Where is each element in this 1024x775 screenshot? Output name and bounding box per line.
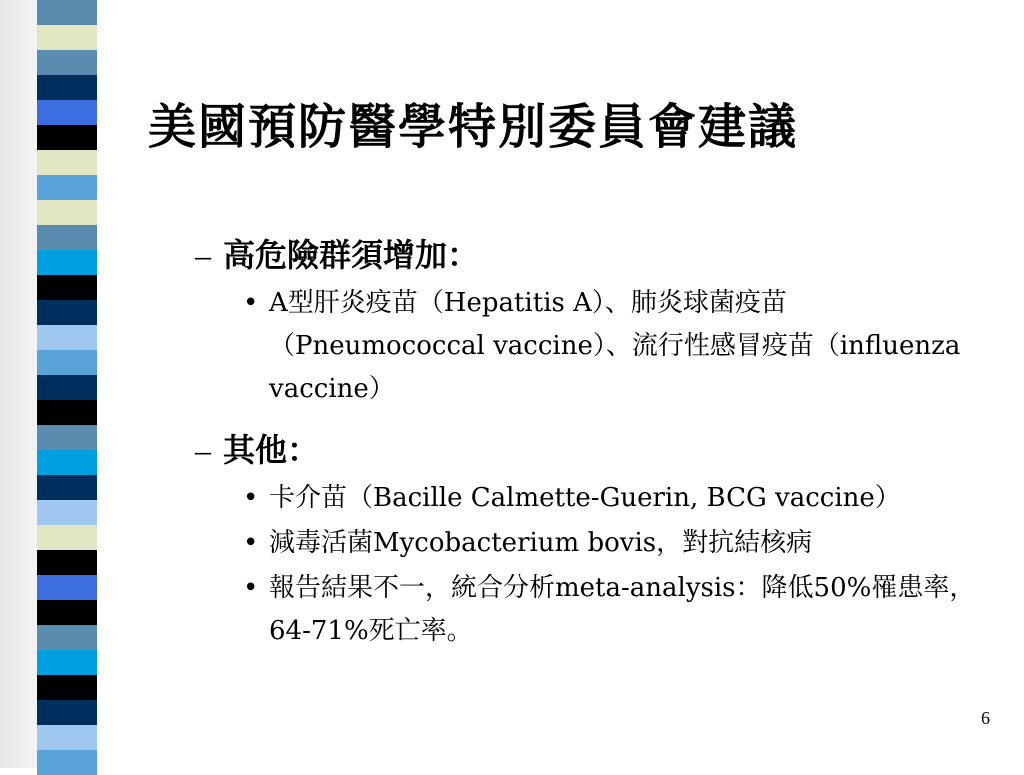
stripe-band (37, 700, 97, 725)
section-high-risk (195, 230, 995, 411)
stripe-band (37, 450, 97, 475)
bullet-icon: • (243, 528, 259, 558)
stripe-band (37, 600, 97, 625)
page-title: 美國預防醫學特別委員會建議 (148, 99, 799, 155)
bullet-icon: • (243, 573, 259, 603)
stripe-band (37, 300, 97, 325)
stripe-band (37, 0, 97, 25)
stripe-band (37, 275, 97, 300)
section-heading (195, 425, 995, 475)
bullet-icon: • (243, 483, 259, 513)
stripe-band (37, 375, 97, 400)
stripe-band (37, 250, 97, 275)
stripe-band (37, 650, 97, 675)
list-item-text: 減毒活菌Mycobacterium bovis，對抗結核病 (269, 528, 813, 558)
stripe-band (37, 500, 97, 525)
slide-content (195, 230, 995, 655)
stripe-band (37, 50, 97, 75)
bullet-list (243, 477, 995, 653)
stripe-band (37, 175, 97, 200)
stripe-band (37, 150, 97, 175)
stripe-band (37, 525, 97, 550)
list-item-text: 報告結果不一，統合分析meta-analysis：降低50%罹患率，64-71%死亡率。 (269, 573, 976, 646)
list-item (243, 522, 995, 565)
section-heading-text: 高危險群須增加： (223, 236, 480, 274)
bullet-icon: • (243, 288, 259, 318)
list-item-text: A型肝炎疫苗（Hepatitis A）、肺炎球菌疫苗（Pneumococcal vaccine）、流行性感冒疫苗（influenza vaccine） (269, 288, 961, 404)
stripe-band (37, 225, 97, 250)
list-item (243, 477, 995, 520)
list-item-text: 卡介苗（Bacille Calmette-Guerin, BCG vaccine） (269, 483, 901, 513)
list-item (243, 282, 995, 411)
stripe-band (37, 350, 97, 375)
stripe-band (37, 200, 97, 225)
page-number: 6 (981, 708, 990, 728)
stripe-band (37, 750, 97, 775)
section-heading (195, 230, 995, 280)
dash-marker: – (195, 237, 211, 273)
stripe-band (37, 75, 97, 100)
stripe-band (37, 725, 97, 750)
stripe-band (37, 425, 97, 450)
stripe-band (37, 675, 97, 700)
stripe-band (37, 25, 97, 50)
list-item (243, 567, 995, 653)
section-heading-text: 其他： (223, 431, 320, 469)
stripe-band (37, 325, 97, 350)
stripe-band (37, 125, 97, 150)
decorative-color-stripe (37, 0, 97, 768)
stripe-band (37, 100, 97, 125)
decorative-stripe-background (0, 0, 100, 768)
stripe-band (37, 475, 97, 500)
dash-marker: – (195, 432, 211, 468)
stripe-band (37, 550, 97, 575)
stripe-band (37, 575, 97, 600)
stripe-band (37, 625, 97, 650)
stripe-band (37, 400, 97, 425)
section-other (195, 425, 995, 653)
bullet-list (243, 282, 995, 411)
